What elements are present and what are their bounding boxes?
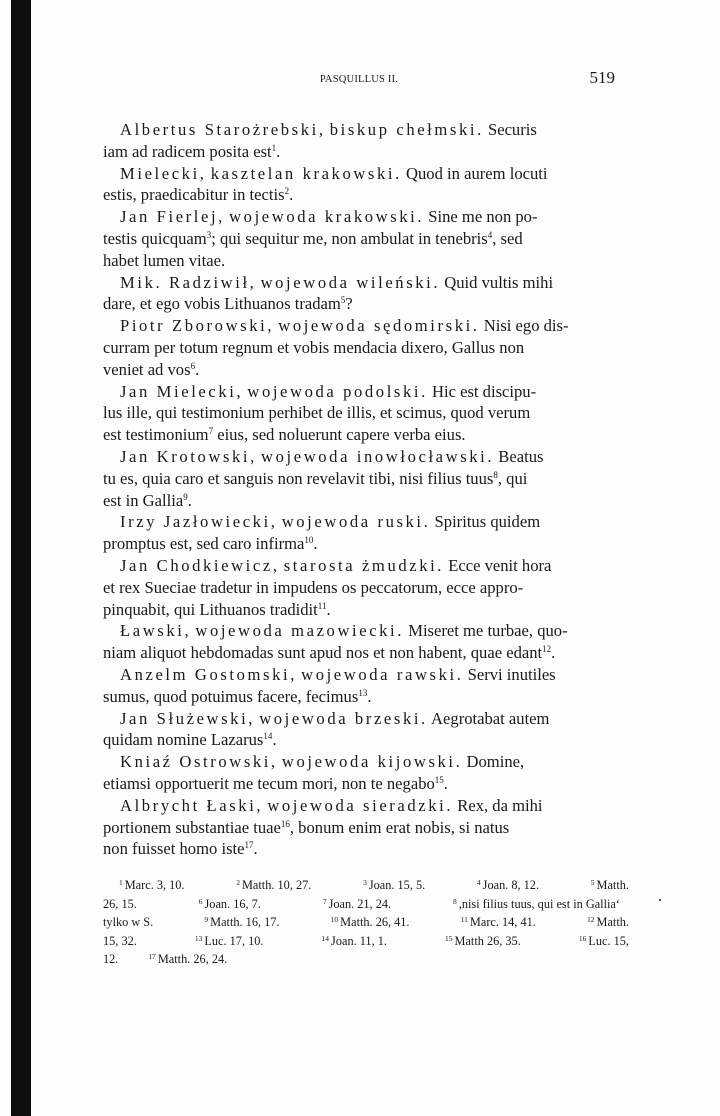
footnote-number: 2 xyxy=(236,878,240,887)
footnote xyxy=(461,913,536,932)
footnote-number: 13 xyxy=(194,933,203,943)
footnote xyxy=(445,932,521,951)
footnote-text: Luc. 15, xyxy=(588,933,629,948)
footnote xyxy=(477,876,539,895)
speaker-office: wojewoda inowłocławski. xyxy=(261,446,495,466)
text-line: Miseret me turbae, quo- xyxy=(408,621,568,641)
footnote-text: Marc. 14, 41. xyxy=(469,915,536,930)
punctuation: . xyxy=(551,643,556,663)
paragraph xyxy=(103,272,623,316)
footnote xyxy=(236,876,311,895)
footnote xyxy=(323,895,391,914)
text-line: Aegrotabat autem xyxy=(431,708,550,728)
paragraph xyxy=(103,446,623,511)
footnote xyxy=(119,876,185,895)
footnote-line xyxy=(103,950,629,969)
footnote-text: Matth. 26, 24. xyxy=(157,952,228,967)
footnote-text: 12. xyxy=(103,952,119,967)
punctuation: . xyxy=(195,359,200,379)
footnote xyxy=(199,895,261,914)
punctuation: . xyxy=(367,686,372,706)
footnote xyxy=(103,895,137,914)
footnote-text: Joan. 15, 5. xyxy=(368,878,426,892)
footnote-line xyxy=(103,876,629,895)
speaker-office: wojewoda wileński. xyxy=(260,272,441,292)
text-line: sumus, quod potuimus facere, fecimus xyxy=(103,686,359,706)
punctuation: . xyxy=(276,141,281,161)
footnote-text: Joan. 11, 1. xyxy=(331,933,387,948)
footnote-text: 26, 15. xyxy=(103,896,137,911)
speaker-office: biskup chełmski. xyxy=(329,120,484,139)
footnote-text: Matth. xyxy=(596,915,629,930)
footnote xyxy=(204,913,279,932)
page-header xyxy=(103,68,615,92)
footnote-text: Joan. 16, 7. xyxy=(204,896,261,911)
text-line: Domine, xyxy=(466,752,525,772)
speaker-name: Jan Mielecki, xyxy=(120,381,244,401)
paragraph xyxy=(103,315,623,380)
footnote-ref: 13 xyxy=(358,687,368,698)
text-line: . xyxy=(187,490,192,510)
text-line: iam ad radicem posita est xyxy=(103,141,272,161)
text-line: dare, et ego vobis Lithuanos tradam xyxy=(103,294,341,314)
footnote-line xyxy=(103,913,629,932)
footnote xyxy=(579,932,629,951)
footnote-number: 15 xyxy=(445,933,453,943)
text-line: Spiritus quidem xyxy=(434,512,541,532)
speaker-name: Mielecki, xyxy=(120,163,207,183)
footnote-ref: 5 xyxy=(340,295,346,306)
footnote-number: 9 xyxy=(204,915,209,925)
paragraph xyxy=(103,206,623,271)
footnote-ref: 10 xyxy=(304,535,314,546)
footnote-number: 10 xyxy=(330,915,339,925)
speaker-office: wojewoda mazowiecki. xyxy=(195,621,405,641)
page-number: 519 xyxy=(589,68,615,87)
text-line: et rex Sueciae tradetur in impudens os peccatorum, ecce appro- xyxy=(103,577,524,597)
paragraph xyxy=(103,119,623,163)
text-line: Servi inutiles xyxy=(467,664,556,684)
speaker-name: Jan Służewski, xyxy=(120,708,256,728)
speaker-office: wojewoda rawski. xyxy=(301,664,464,684)
footnote-text: ,nisi filius tuus, qui est in Gallia‘ xyxy=(458,896,620,911)
speaker-name: Irzy Jazłowiecki, xyxy=(120,512,278,532)
speaker-office: kasztelan krakowski. xyxy=(210,163,402,183)
text-line: promptus est, sed caro infirma xyxy=(103,534,305,554)
footnote-ref: 8 xyxy=(493,469,498,480)
footnote-text: Matth 26, 35. xyxy=(454,933,521,948)
footnote-ref: 4 xyxy=(487,229,493,240)
footnote xyxy=(591,876,629,895)
footnote-number: 3 xyxy=(363,878,367,887)
text-line: tu es, quia caro et sanguis non revelavit tibi, nisi filius tuus xyxy=(103,468,494,488)
footnote-text: Joan. 8, 12. xyxy=(482,878,540,892)
paragraph xyxy=(103,381,623,446)
footnote-text: Matth. 10, 27. xyxy=(242,878,312,892)
footnote xyxy=(195,932,264,951)
text-line: Quid vultis mihi xyxy=(444,272,554,292)
footnote-text: Matth. xyxy=(596,878,629,892)
text-line: Beatus xyxy=(498,446,544,466)
speaker-name: Kniaź Ostrowski, xyxy=(120,752,278,772)
speaker-office: wojewoda podolski. xyxy=(247,381,428,401)
footnote-number: 6 xyxy=(198,896,203,906)
book-spine-shadow xyxy=(11,0,31,1116)
speaker-name: Jan Chodkiewicz, xyxy=(120,555,280,575)
text-line: Rex, da mihi xyxy=(457,795,543,815)
footnote xyxy=(331,913,410,932)
footnote-ref: 12 xyxy=(542,644,552,655)
speaker-name: Albrycht Łaski, xyxy=(120,795,264,815)
footnote-line xyxy=(103,932,629,951)
text-line: eius, sed noluerunt capere verba eius. xyxy=(213,425,466,445)
text-line: pinquabit, qui Lithuanos tradidit xyxy=(103,599,318,619)
speaker-name: Jan Krotowski, xyxy=(120,446,257,466)
footnote-number: 8 xyxy=(453,896,457,906)
text-line: , sed xyxy=(492,228,523,248)
punctuation: . xyxy=(443,773,448,793)
footnote-text: Matth. 26, 41. xyxy=(340,915,410,930)
speaker-name: Piotr Zborowski, xyxy=(120,316,275,336)
punctuation: . xyxy=(313,534,318,554)
punctuation: . xyxy=(326,599,331,619)
text-line: veniet ad vos xyxy=(103,359,191,379)
footnote-ref: 7 xyxy=(208,426,214,437)
speaker-office: wojewoda ruski. xyxy=(281,512,431,532)
paragraph xyxy=(103,795,623,860)
footnote-text: Matth. 16, 17. xyxy=(210,915,280,930)
footnote-text: Marc. 3, 10. xyxy=(124,878,185,892)
footnote-number: 5 xyxy=(590,878,595,887)
footnote-ref: 15 xyxy=(434,774,444,785)
text-line: Securis xyxy=(487,120,537,139)
footnote-ref: 2 xyxy=(284,186,290,197)
footnote xyxy=(148,950,227,969)
text-line: est testimonium xyxy=(103,425,209,445)
paragraph xyxy=(103,620,623,664)
text-line: Hic est discipu- xyxy=(431,381,537,401)
speaker-name: Jan Fierlej, xyxy=(120,207,225,227)
footnote-text: 15, 32. xyxy=(103,933,137,948)
text-line: testis quicquam xyxy=(103,228,207,248)
footnote-number: 11 xyxy=(460,915,468,925)
footnote-number: 14 xyxy=(321,933,330,943)
footnote-text: tylko w S. xyxy=(103,915,154,930)
punctuation: ? xyxy=(345,294,353,314)
footnote xyxy=(322,932,387,951)
paragraph xyxy=(103,511,623,555)
footnote-number: 12 xyxy=(587,915,595,925)
text-line: , bonum enim erat nobis, si natus xyxy=(289,817,510,837)
speaker-office: wojewoda krakowski. xyxy=(229,207,425,227)
text-line: curram per totum regnum et vobis mendacia dixero, Gallus non xyxy=(103,337,525,357)
footnote-ref: 17 xyxy=(244,840,254,851)
footnote xyxy=(103,950,118,969)
paragraph xyxy=(103,163,623,207)
footnote xyxy=(453,895,620,914)
footnote xyxy=(587,913,629,932)
text-line: est in Gallia xyxy=(103,490,184,510)
footnote-ref: 14 xyxy=(263,731,273,742)
text-line: ; qui sequitur me, non ambulat in tenebris xyxy=(211,228,488,248)
footnotes xyxy=(103,876,629,969)
speaker-office: wojewoda sędomirski. xyxy=(278,316,480,336)
text-line: etiamsi opportuerit me tecum mori, non te negabo xyxy=(103,773,435,793)
speaker-name: Anzelm Gostomski, xyxy=(120,664,297,684)
text-line: niam aliquot hebdomadas sunt apud nos et non habent, quae edant xyxy=(103,643,543,663)
text-line: portionem substantiae tuae xyxy=(103,817,281,837)
text-line: estis, praedicabitur in tectis xyxy=(103,185,285,205)
footnote xyxy=(103,932,137,951)
speaker-office: wojewoda sieradzki. xyxy=(267,795,454,815)
footnote-text: Joan. 21, 24. xyxy=(328,896,392,911)
footnote-ref: 6 xyxy=(190,360,196,371)
footnote-number: 4 xyxy=(476,878,481,887)
text-line: non fuisset homo iste xyxy=(103,839,245,859)
paragraph xyxy=(103,751,623,795)
punctuation: . xyxy=(272,730,277,750)
running-title: PASQUILLUS II. xyxy=(319,74,399,85)
footnote-number: 7 xyxy=(322,896,327,906)
text-line: Nisi ego dis- xyxy=(483,316,569,336)
speaker-name: Ławski, xyxy=(120,621,192,641)
paragraph xyxy=(103,664,623,708)
body-text xyxy=(103,119,623,860)
footnote-number: 16 xyxy=(578,933,587,943)
footnote-ref: 11 xyxy=(317,600,327,611)
text-line: habet lumen vitae. xyxy=(103,250,226,270)
footnote-text: Luc. 17, 10. xyxy=(204,933,264,948)
text-line: Ecce venit hora xyxy=(448,555,552,575)
footnote-line xyxy=(103,895,620,914)
footnote-ref: 1 xyxy=(271,142,277,153)
speaker-office: wojewoda kijowski. xyxy=(281,752,463,772)
footnote-number: 1 xyxy=(119,878,123,887)
text-line: . xyxy=(253,839,258,859)
footnote xyxy=(363,876,425,895)
paragraph xyxy=(103,555,623,620)
speaker-office: starosta żmudzki. xyxy=(283,555,445,575)
scan-speck xyxy=(659,899,661,901)
punctuation: . xyxy=(289,185,294,205)
paragraph xyxy=(103,708,623,752)
text-line: lus ille, qui testimonium perhibet de illis, et scimus, quod verum xyxy=(103,403,531,423)
footnote-ref: 16 xyxy=(280,818,290,829)
footnote xyxy=(103,913,153,932)
text-line: , qui xyxy=(497,468,528,488)
footnote-ref: 9 xyxy=(183,491,188,502)
text-line: Quod in aurem locuti xyxy=(406,163,548,183)
speaker-office: wojewoda brzeski. xyxy=(259,708,428,728)
text-line: quidam nomine Lazarus xyxy=(103,730,264,750)
footnote-ref: 3 xyxy=(206,229,212,240)
speaker-name: Albertus Starożrebski, xyxy=(120,120,326,139)
footnote-number: 17 xyxy=(148,952,156,962)
text-line: Sine me non po- xyxy=(428,207,538,227)
speaker-name: Mik. Radziwił, xyxy=(120,272,257,292)
